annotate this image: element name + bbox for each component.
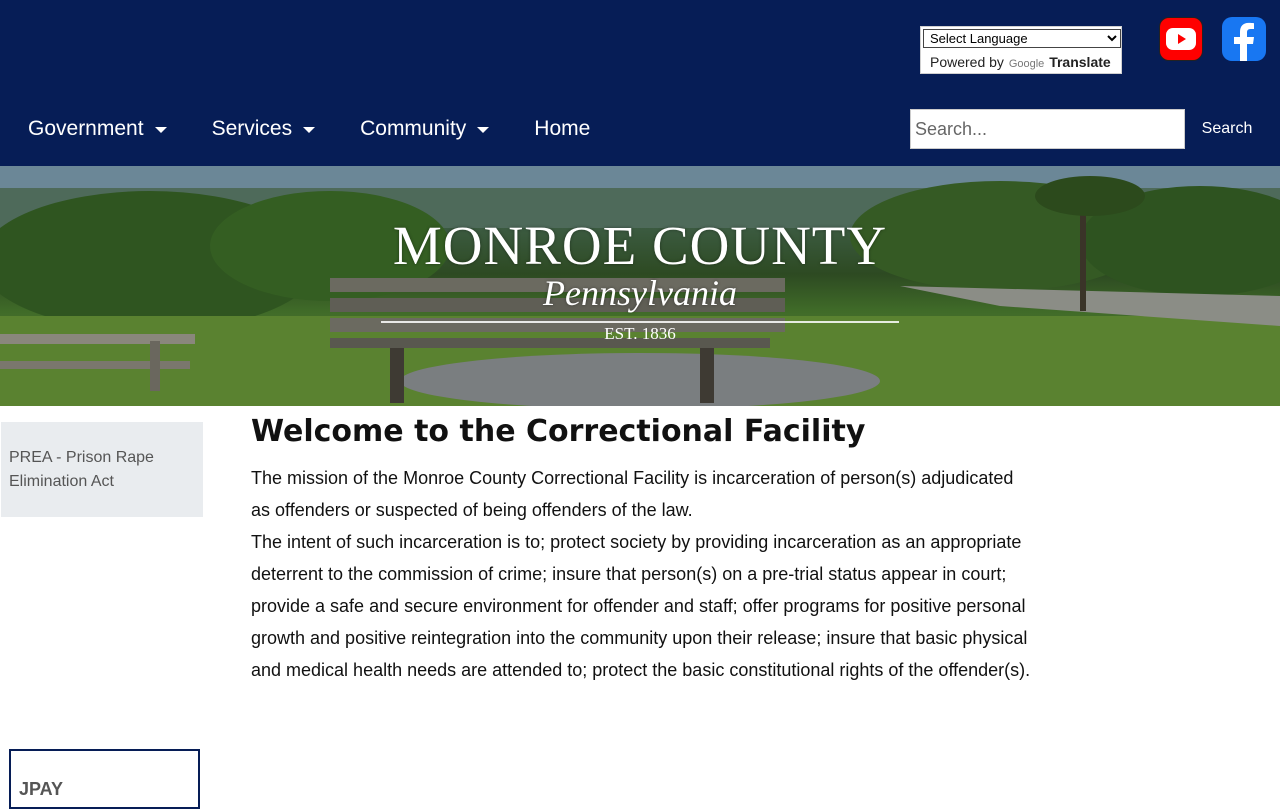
nav-home-label: Home xyxy=(534,117,591,140)
nav-community-label: Community xyxy=(360,117,467,140)
language-select[interactable] xyxy=(923,29,1121,48)
banner-established: EST. 1836 xyxy=(604,324,676,343)
jpay-card[interactable] xyxy=(9,749,200,809)
youtube-icon xyxy=(1166,28,1196,50)
powered-by-google-translate xyxy=(930,54,1111,70)
nav-community[interactable] xyxy=(360,117,489,141)
intent-paragraph: The intent of such incarceration is to; protect society by providing incarceration as an appropriate deterrent to the commission of crime; insure that person(s) on a pre-trial status appear in court; provide a safe and secure environment for offender and staff; offer programs for positive personal growth and positive reintegration into the community upon their release; insure that basic physical and medical health needs are attended to; protect the basic constitutional rights of the offender(s). xyxy=(251,532,1031,680)
chevron-down-icon xyxy=(477,127,489,133)
search-button[interactable]: Search xyxy=(1191,117,1263,141)
nav-services[interactable] xyxy=(212,117,316,141)
jpay-label: JPAY xyxy=(19,779,64,799)
facebook-icon xyxy=(1222,17,1266,61)
main-nav xyxy=(28,112,635,146)
google-translate-widget xyxy=(920,26,1122,74)
nav-home[interactable] xyxy=(534,117,590,141)
translate-link[interactable]: Translate xyxy=(1049,54,1111,70)
facebook-link[interactable] xyxy=(1222,17,1266,61)
banner-divider xyxy=(381,321,899,323)
sidebar-links-card xyxy=(1,422,203,517)
page-title: Welcome to the Correctional Facility xyxy=(251,414,866,449)
main-content xyxy=(251,412,1031,686)
youtube-link[interactable] xyxy=(1159,17,1203,61)
chevron-down-icon xyxy=(303,127,315,133)
sidebar-item-prea[interactable]: PREA - Prison Rape Elimination Act xyxy=(9,449,154,490)
chevron-down-icon xyxy=(155,127,167,133)
site-header xyxy=(0,0,1280,166)
google-logo-text: Google xyxy=(1008,58,1045,70)
nav-government-label: Government xyxy=(28,117,144,140)
hero-banner xyxy=(0,166,1280,406)
powered-by-label: Powered by xyxy=(930,54,1004,70)
banner-subtitle: Pennsylvania xyxy=(543,273,737,313)
search-input[interactable] xyxy=(910,109,1185,149)
nav-services-label: Services xyxy=(211,117,293,140)
banner-title: MONROE COUNTY xyxy=(392,215,888,276)
mission-paragraph: The mission of the Monroe County Correctional Facility is incarceration of person(s) adjudicated as offenders or suspected of being offenders of the law. xyxy=(251,468,1014,520)
nav-government[interactable] xyxy=(28,117,167,141)
